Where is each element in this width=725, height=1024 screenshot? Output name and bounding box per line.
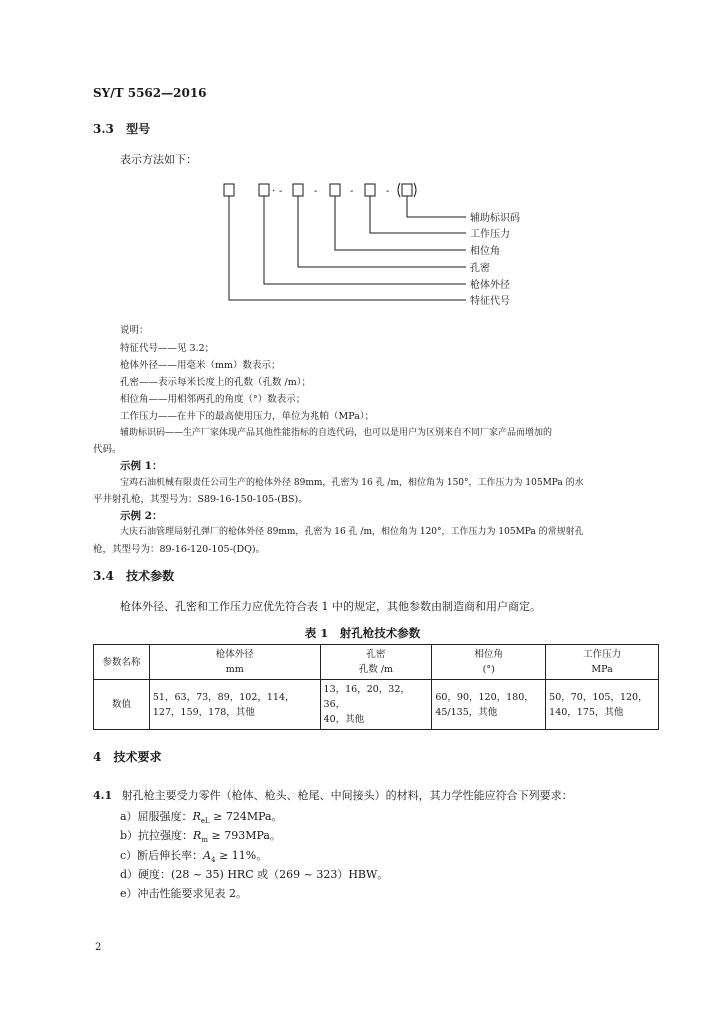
table-header-cell xyxy=(149,645,320,680)
value-line: 140，175，其他 xyxy=(549,706,624,718)
note-aux-line-1: 辅助标识码——生产厂家体现产品其他性能指标的自选代码，也可以是用户为区别来自不同厂家产品而增加的 xyxy=(120,428,553,438)
value-line: 40，其他 xyxy=(323,714,365,725)
section-title: 型号 xyxy=(126,122,151,136)
table-value-cell xyxy=(546,680,659,730)
table-value-row xyxy=(94,680,659,730)
example-2-line-1: 大庆石油管理局射孔弹厂的枪体外径 89mm，孔密为 16 孔 /m，相位角为 120°，工作压力为 105MPa 的常规射孔 xyxy=(120,527,584,537)
note-line-5: 工作压力——在井下的最高使用压力，单位为兆帕（MPa）； xyxy=(120,411,375,422)
dash-3: - xyxy=(350,186,354,197)
section-4-1-text: 射孔枪主要受力零件（枪体、枪头、枪尾、中间接头）的材料，其力学性能应符合下列要求： xyxy=(121,789,573,802)
requirement-symbol: R xyxy=(193,829,202,842)
section-4-heading xyxy=(93,748,162,765)
table-header-cell xyxy=(320,645,432,680)
table-header-cell xyxy=(432,645,546,680)
value-line: 127，159，178，其他 xyxy=(152,706,255,718)
column-unit: mm xyxy=(225,664,244,675)
leader-aux-code xyxy=(407,196,466,217)
label-hole-density: 孔密 xyxy=(470,263,490,274)
table-1-caption: 表 1 射孔枪技术参数 xyxy=(304,626,421,640)
model-intro: 表示方法如下： xyxy=(120,153,197,166)
note-line-1: 特征代号——见 3.2； xyxy=(120,343,215,354)
box-phase-angle xyxy=(330,184,340,196)
requirement-prefix: a）屈服强度： xyxy=(120,810,193,823)
section-title: 技术参数 xyxy=(126,569,175,583)
box-feature-code xyxy=(224,184,234,196)
note-aux-line-2: 代码。 xyxy=(93,444,122,455)
requirement-symbol: A xyxy=(203,849,212,862)
label-aux-code: 辅助标识码 xyxy=(470,213,520,224)
table-value-cell xyxy=(149,680,320,730)
table-value-cell xyxy=(320,680,432,730)
table-header-cell xyxy=(546,645,659,680)
separator-dot: · xyxy=(272,186,276,197)
note-line-4: 相位角——用相邻两孔的角度（°）数表示； xyxy=(120,394,306,405)
value-line: 13，16，20，32，36， xyxy=(323,684,410,710)
note-line-2: 枪体外径——用毫米（mm）数表示； xyxy=(120,360,281,371)
box-hole-density xyxy=(293,184,303,196)
dash-2: - xyxy=(314,186,318,197)
requirement-prefix: b）抗拉强度： xyxy=(120,829,194,842)
section-3-4-text: 枪体外径、孔密和工作压力应优先符合表 1 中的规定，其他参数由制造商和用户商定。 xyxy=(120,600,541,613)
leader-working-pressure xyxy=(370,196,466,233)
example-2-line-2: 枪，其型号为：89-16-120-105-(DQ)。 xyxy=(93,544,266,555)
section-number: 4 xyxy=(93,750,102,764)
paren-left xyxy=(398,183,400,197)
box-working-pressure xyxy=(365,184,375,196)
page-number: 2 xyxy=(95,942,102,953)
requirement-suffix: ≥ 724MPa。 xyxy=(209,810,283,823)
example-1-line-2: 平井射孔枪，其型号为：S89-16-150-105-(BS)。 xyxy=(93,494,308,505)
requirement-e: e）冲击性能要求见表 2。 xyxy=(120,887,248,900)
standard-code: SY/T 5562—2016 xyxy=(93,86,207,100)
model-code-diagram xyxy=(0,0,725,320)
section-4-1-paragraph xyxy=(93,787,573,803)
leader-phase-angle xyxy=(335,196,466,250)
value-line: 51，63，73，89，102，114， xyxy=(152,691,295,703)
label-working-pressure: 工作压力 xyxy=(470,229,510,240)
requirement-a xyxy=(120,808,283,825)
requirement-prefix: c）断后伸长率： xyxy=(120,849,204,862)
column-unit: 孔数 /m xyxy=(358,664,394,675)
requirement-suffix: ≥ 793MPa。 xyxy=(207,829,281,842)
section-number: 3.3 xyxy=(93,122,114,136)
label-feature-code: 特征代号 xyxy=(470,296,510,307)
value-line: 60，90，120，180， xyxy=(435,691,534,703)
column-name: 相位角 xyxy=(474,649,503,660)
column-name: 工作压力 xyxy=(583,649,622,660)
requirement-c xyxy=(120,847,267,864)
section-number: 4.1 xyxy=(93,789,113,802)
table-header-row xyxy=(94,645,659,680)
table-header-label: 参数名称 xyxy=(94,645,150,680)
box-gun-diameter xyxy=(259,184,269,196)
value-line: 50，70，105，120， xyxy=(549,691,648,703)
column-unit: MPa xyxy=(591,664,613,675)
example-2-title: 示例 2： xyxy=(120,510,163,522)
section-title: 技术要求 xyxy=(113,750,162,764)
paren-right xyxy=(414,183,416,197)
table-1 xyxy=(93,644,659,730)
column-name: 枪体外径 xyxy=(215,649,254,660)
box-aux-code xyxy=(402,184,412,196)
notes-title: 说明： xyxy=(120,325,149,336)
table-value-label: 数值 xyxy=(94,680,150,730)
value-line: 45/135，其他 xyxy=(435,706,498,718)
requirement-b xyxy=(120,827,281,844)
section-3-4-heading xyxy=(93,567,174,584)
column-name: 孔密 xyxy=(366,649,386,660)
label-phase-angle: 相位角 xyxy=(470,246,500,257)
requirement-subscript: eL xyxy=(200,817,210,826)
section-number: 3.4 xyxy=(93,569,114,583)
leader-gun-diameter xyxy=(264,196,466,284)
label-gun-diameter: 枪体外径 xyxy=(470,280,510,291)
dash-4: - xyxy=(386,186,390,197)
example-1-title: 示例 1： xyxy=(120,460,163,472)
table-value-cell xyxy=(432,680,546,730)
requirement-symbol: R xyxy=(192,810,201,823)
requirement-d: d）硬度：(28 ~ 35) HRC 或（269 ~ 323）HBW。 xyxy=(120,868,389,881)
leader-hole-density xyxy=(298,196,466,267)
requirement-subscript: 4 xyxy=(211,856,216,865)
example-1-line-1: 宝鸡石油机械有限责任公司生产的枪体外径 89mm，孔密为 16 孔 /m，相位角为 150°，工作压力为 105MPa 的水 xyxy=(120,478,584,488)
requirement-suffix: ≥ 11%。 xyxy=(215,849,268,862)
column-unit: (°) xyxy=(482,664,495,675)
note-line-3: 孔密——表示每米长度上的孔数（孔数 /m）； xyxy=(120,377,311,388)
dash-1: - xyxy=(279,186,283,197)
requirement-subscript: m xyxy=(201,836,208,845)
